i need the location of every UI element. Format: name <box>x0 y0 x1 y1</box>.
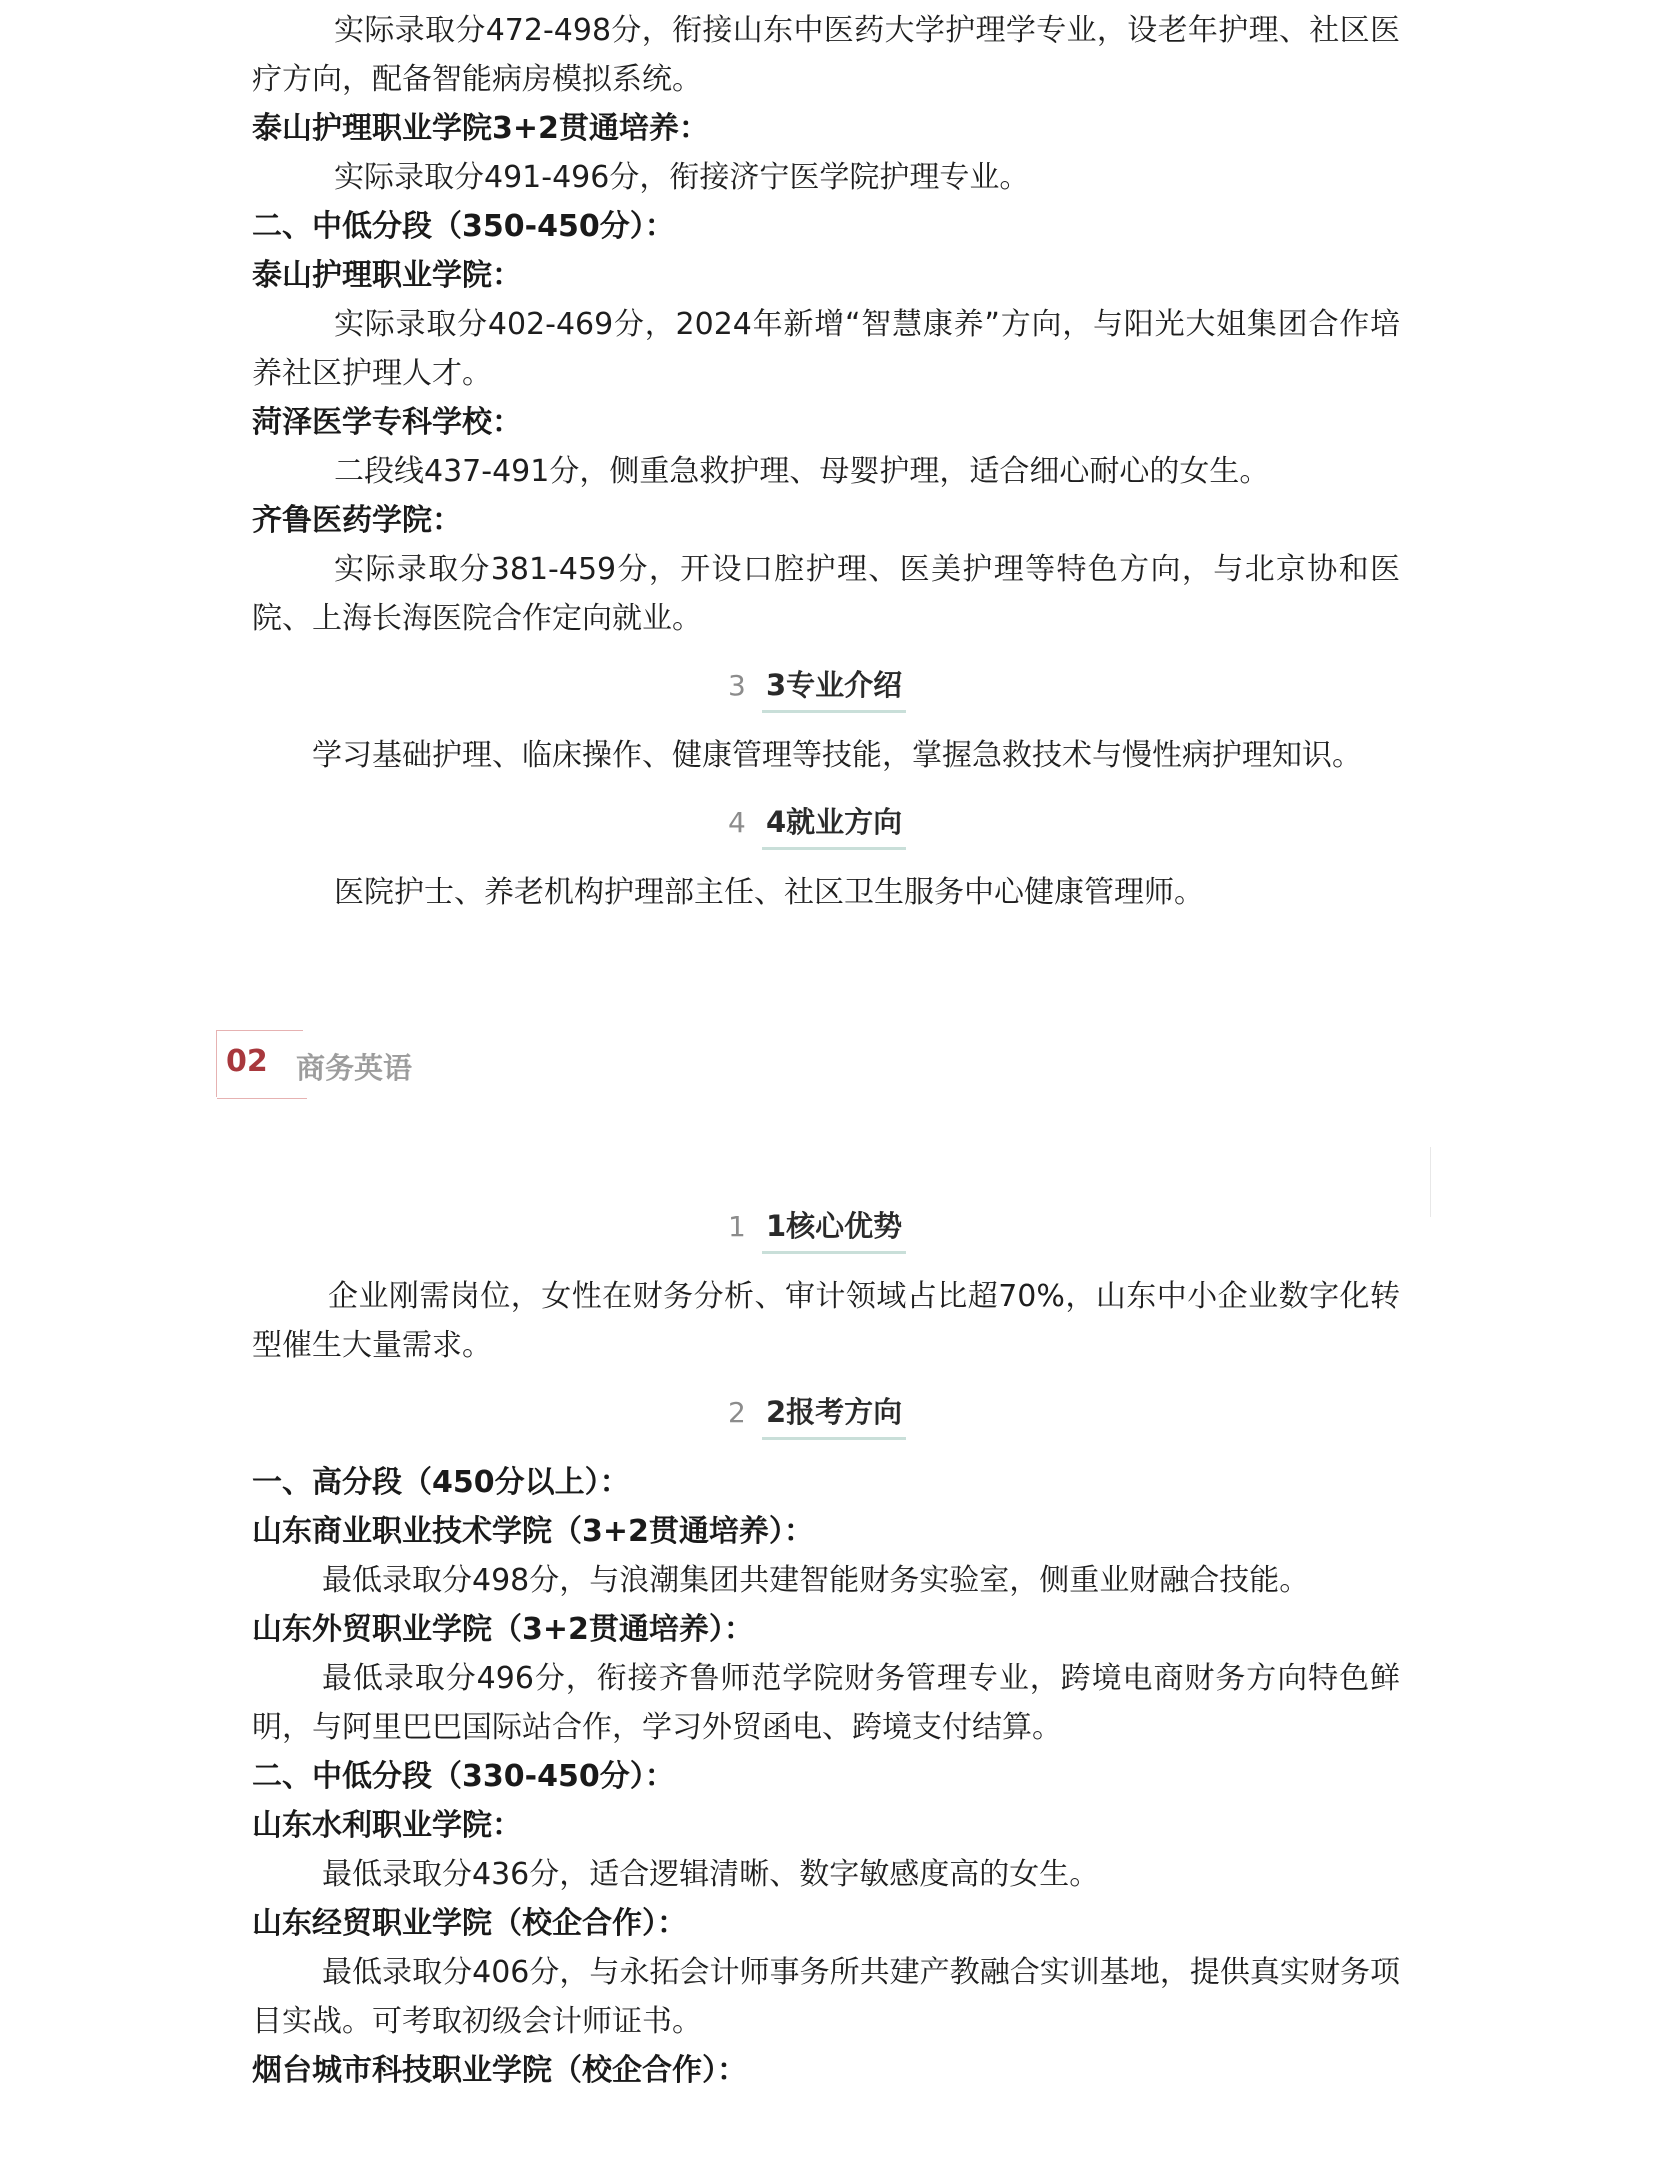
section-title: 4就业方向 <box>762 800 906 850</box>
section-number: 1 <box>728 1210 746 1243</box>
paragraph: 最低录取分496分，衔接齐鲁师范学院财务管理专业，跨境电商财务方向特色鲜明，与阿里巴巴国际站合作，学习外贸函电、跨境支付结算。 <box>252 1661 1400 1745</box>
school-heading: 山东外贸职业学院（3+2贯通培养）： <box>252 1612 754 1647</box>
school-heading: 山东经贸职业学院（校企合作）： <box>252 1906 687 1941</box>
paragraph: 二段线437-491分，侧重急救护理、母婴护理，适合细心耐心的女生。 <box>334 454 1270 489</box>
section-title: 3专业介绍 <box>762 663 906 713</box>
section-number: 4 <box>728 806 746 839</box>
article-body <box>252 0 1400 917</box>
tier-heading: 二、中低分段（330-450分）： <box>252 1759 675 1794</box>
section-title: 1核心优势 <box>762 1204 906 1254</box>
paragraph: 实际录取分472-498分，衔接山东中医药大学护理学专业，设老年护理、社区医疗方向，配备智能病房模拟系统。 <box>252 13 1400 97</box>
paragraph: 企业刚需岗位，女性在财务分析、审计领域占比超70%，山东中小企业数字化转型催生大量需求。 <box>252 1279 1400 1363</box>
divider <box>1430 1147 1431 1217</box>
school-heading: 山东商业职业技术学院（3+2贯通培养）： <box>252 1514 814 1549</box>
school-heading: 泰山护理职业学院3+2贯通培养： <box>252 111 709 146</box>
paragraph: 医院护士、养老机构护理部主任、社区卫生服务中心健康管理师。 <box>334 875 1204 910</box>
paragraph: 实际录取分491-496分，衔接济宁医学院护理专业。 <box>334 160 1030 195</box>
school-heading: 烟台城市科技职业学院（校企合作）： <box>252 2053 747 2088</box>
tier-heading: 二、中低分段（350-450分）： <box>252 209 675 244</box>
paragraph: 实际录取分402-469分，2024年新增“智慧康养”方向，与阳光大姐集团合作培养社区护理人才。 <box>252 307 1400 391</box>
tier-heading: 一、高分段（450分以上）： <box>252 1465 630 1500</box>
paragraph: 最低录取分436分，适合逻辑清晰、数字敏感度高的女生。 <box>322 1857 1100 1892</box>
chapter-number: 02 <box>226 1044 268 1079</box>
section-heading <box>252 1196 1400 1256</box>
paragraph: 实际录取分381-459分，开设口腔护理、医美护理等特色方向，与北京协和医院、上海长海医院合作定向就业。 <box>252 552 1400 636</box>
paragraph: 最低录取分406分，与永拓会计师事务所共建产教融合实训基地，提供真实财务项目实战。可考取初级会计师证书。 <box>252 1955 1400 2039</box>
chapter-title: 商务英语 <box>296 1051 413 1085</box>
school-heading: 山东水利职业学院： <box>252 1808 522 1843</box>
section-heading <box>252 1382 1400 1442</box>
section-heading <box>252 655 1400 715</box>
school-heading: 泰山护理职业学院： <box>252 258 522 293</box>
chapter-heading <box>216 1030 516 1100</box>
paragraph: 最低录取分498分，与浪潮集团共建智能财务实验室，侧重业财融合技能。 <box>322 1563 1310 1598</box>
section-title: 2报考方向 <box>762 1390 906 1440</box>
paragraph: 学习基础护理、临床操作、健康管理等技能，掌握急救技术与慢性病护理知识。 <box>312 738 1362 773</box>
school-heading: 齐鲁医药学院： <box>252 503 462 538</box>
section-number: 2 <box>728 1396 746 1429</box>
section-heading <box>252 792 1400 852</box>
section-number: 3 <box>728 669 746 702</box>
school-heading: 菏泽医学专科学校： <box>252 405 522 440</box>
article-body-2 <box>252 1184 1400 2095</box>
